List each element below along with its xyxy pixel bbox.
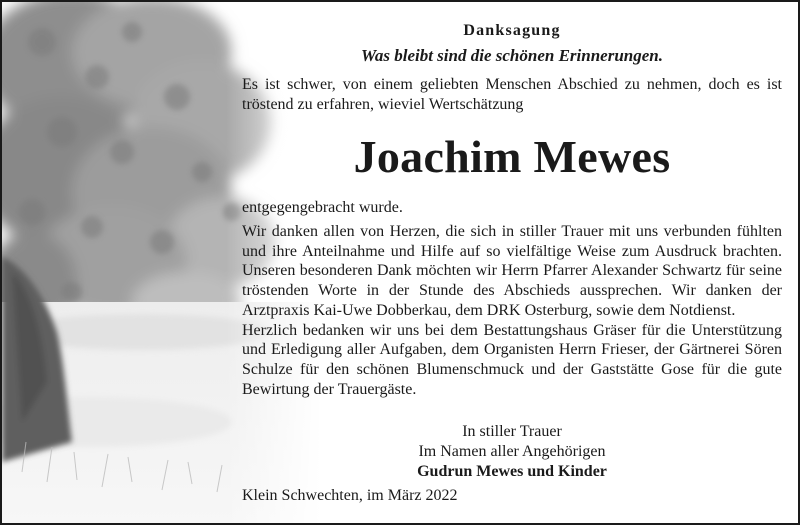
signoff-line-1: In stiller Trauer: [462, 423, 562, 440]
notice-heading: Danksagung: [463, 22, 561, 39]
place-date: Klein Schwechten, im März 2022: [242, 487, 458, 504]
after-name-text: entgegengebracht wurde.: [242, 199, 403, 216]
thanks-paragraph-2: Herzlich bedanken wir uns bei dem Bestattungshaus Gräser für die Unterstützung und Erledigung aller Aufgaben, dem Organisten Herrn Frieser, der Gärtnerei Sören Schulze für den schönen Blumenschmuck und der Gaststätte Gose für die gute Bewirtung der Trauergäste.: [242, 321, 782, 398]
intro-text: Es ist schwer, von einem geliebten Menschen Abschied zu nehmen, doch es ist tröstend zu erfahren, wieviel Wertschätzung: [242, 76, 782, 113]
family-signature: Gudrun Mewes und Kinder: [417, 463, 607, 480]
signoff-line-2: Im Namen aller Angehörigen: [418, 443, 606, 460]
notice-motto: Was bleibt sind die schönen Erinnerungen.: [361, 46, 663, 65]
thanks-paragraph-1: Wir danken allen von Herzen, die sich in stiller Trauer mit uns verbunden fühlten und ihre Anteilnahme und Hilfe auf so vielfältige Weise zum Ausdruck brachten. Unseren besonderen Dank möchten wir Herrn Pfarrer Alexander Schwartz für seine tröstenden Worte in der Stunde des Abschieds aussprechen. Wir danken der Arztpraxis Kai-Uwe Dobberkau, dem DRK Osterburg, sowie dem Notdienst.: [242, 223, 782, 319]
thanks-body: [242, 222, 782, 399]
deceased-name: Joachim Mewes: [353, 131, 671, 182]
signoff: [242, 422, 782, 482]
